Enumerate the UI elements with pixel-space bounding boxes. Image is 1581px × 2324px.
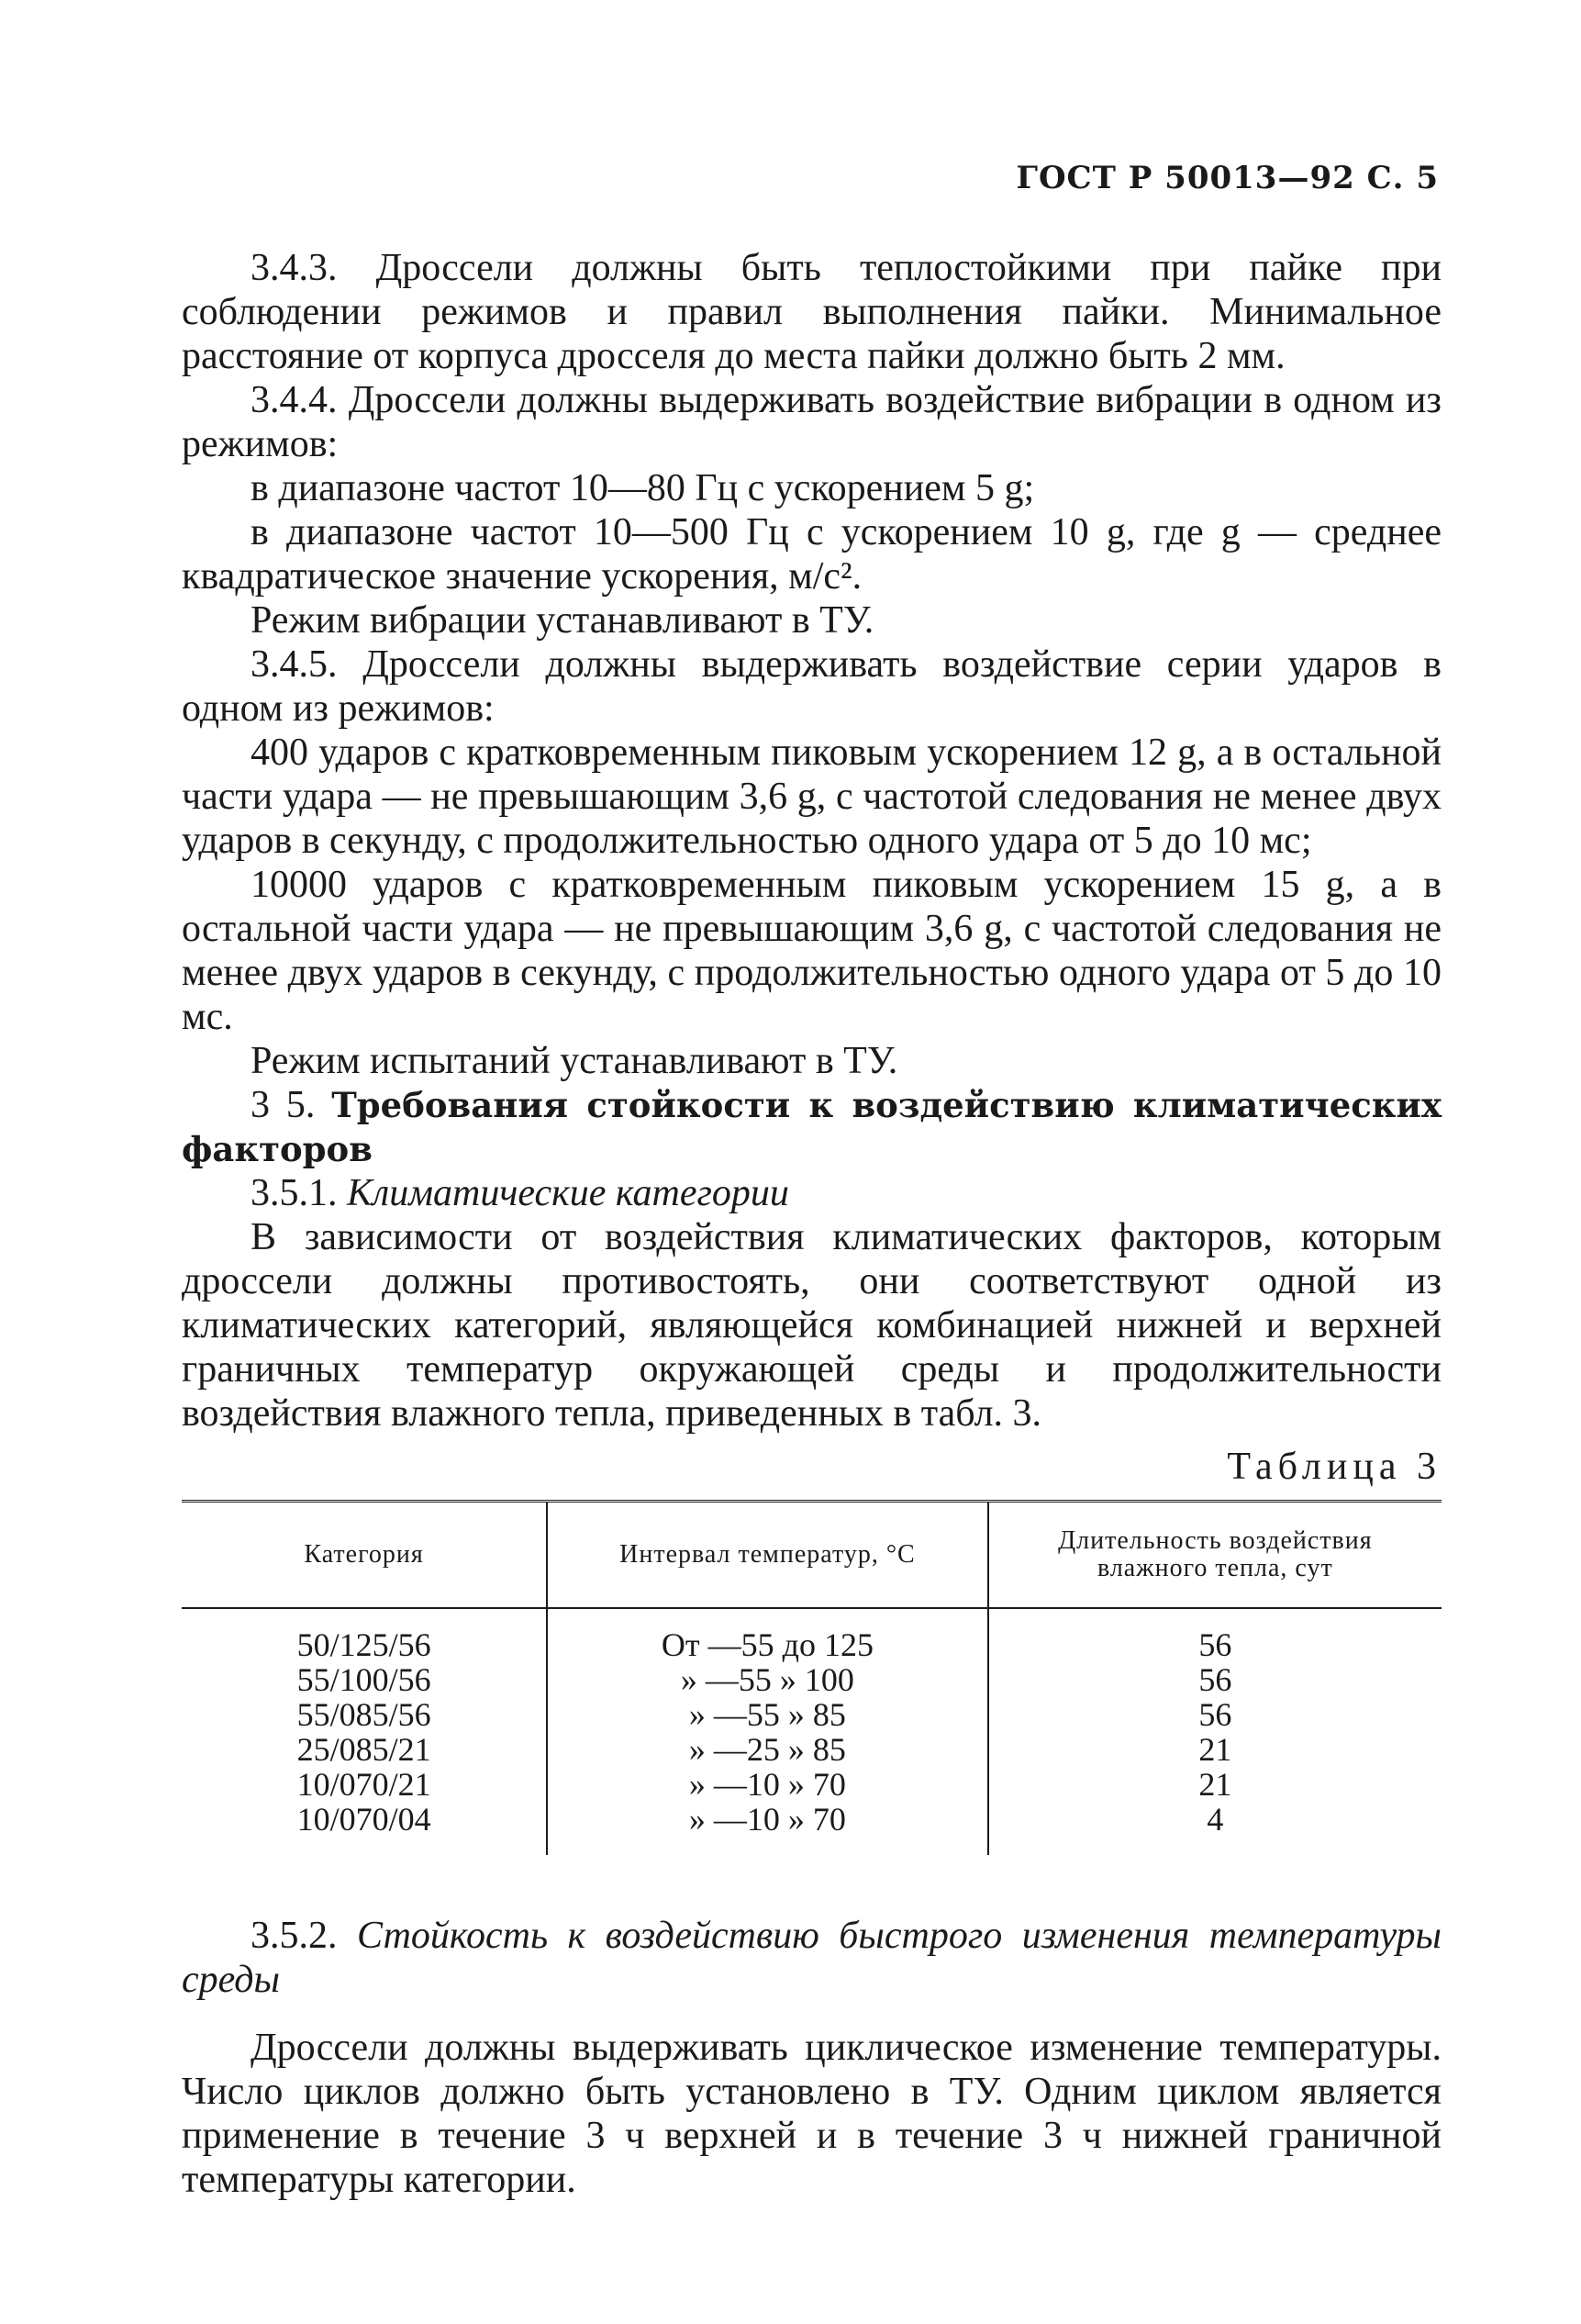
cell-category: 55/100/56 bbox=[296, 1661, 431, 1698]
paragraph-3-4-5: 3.4.5. Дроссели должны выдерживать воздействие серии ударов в одном из режимов: bbox=[182, 643, 1442, 730]
cell-category: 50/125/56 bbox=[296, 1626, 431, 1663]
climatic-categories-table bbox=[182, 1500, 1442, 1855]
cell-duration: 56 bbox=[1198, 1626, 1232, 1663]
table-row bbox=[182, 1767, 1442, 1802]
shock-mode-1: 400 ударов с кратковременным пиковым ускорением 12 g, а в остальной части удара — не превышающим 3,6 g, с частотой следования не менее двух ударов в секунду, с продолжительностью одного удара от 5 до 10 мс; bbox=[182, 732, 1442, 862]
cell-temp-range: » —55 » 100 bbox=[547, 1662, 988, 1697]
paragraph-climatic: В зависимости от воздействия климатических факторов, которым дроссели должны противостоять, они соответствуют одной из климатических категорий, являющейся комбинацией нижней и верхней граничных температур окружающей среды и продолжительности воздействия влажного тепла, приведенных в табл. 3. bbox=[182, 1216, 1442, 1435]
paragraph-3-4-3: 3.4.3. Дроссели должны быть теплостойкими при пайке при соблюдении режимов и правил выполнения пайки. Минимальное расстояние от корпуса дросселя до места пайки должно быть 2 мм. bbox=[182, 247, 1442, 377]
vibration-mode-1: в диапазоне частот 10—80 Гц с ускорением 5 g; bbox=[251, 467, 1035, 509]
cell-duration: 4 bbox=[1207, 1801, 1224, 1838]
test-mode-note: Режим испытаний устанавливают в ТУ. bbox=[251, 1040, 898, 1082]
page-header: ГОСТ Р 50013—92 С. 5 bbox=[1016, 160, 1439, 196]
cell-temp-range: » —10 » 70 bbox=[547, 1767, 988, 1802]
cell-category: 25/085/21 bbox=[296, 1731, 431, 1768]
section-3-5-1-title: Климатические категории bbox=[347, 1172, 789, 1214]
section-3-5-1-number: 3.5.1. bbox=[251, 1172, 347, 1214]
section-3-5-title: Требования стойкости к воздействию климатических факторов bbox=[182, 1085, 1442, 1169]
table-row bbox=[182, 1802, 1442, 1837]
paragraph-thermal-cycling: Дроссели должны выдерживать циклическое изменение температуры. Число циклов должно быть установлено в ТУ. Одним циклом является применение в течение 3 ч верхней и в течение 3 ч нижней граничной температуры категории. bbox=[182, 2027, 1442, 2201]
vibration-mode-2: в диапазоне частот 10—500 Гц с ускорением 10 g, где g — среднее квадратическое значение ускорения, м/с². bbox=[182, 511, 1442, 598]
cell-category: 10/070/21 bbox=[296, 1766, 431, 1803]
table-header-row bbox=[182, 1502, 1442, 1609]
cell-temp-range: От —55 до 125 bbox=[547, 1627, 988, 1662]
table-row bbox=[182, 1662, 1442, 1697]
table-row bbox=[182, 1732, 1442, 1767]
cell-temp-range: » —25 » 85 bbox=[547, 1732, 988, 1767]
vibration-note: Режим вибрации устанавливают в ТУ. bbox=[251, 599, 874, 642]
cell-category: 55/085/56 bbox=[296, 1696, 431, 1733]
paragraph-3-4-4: 3.4.4. Дроссели должны выдерживать воздействие вибрации в одном из режимов: bbox=[182, 379, 1442, 465]
section-3-5-number: 3 5. bbox=[251, 1084, 332, 1126]
table-row bbox=[182, 1627, 1442, 1662]
cell-duration: 56 bbox=[1198, 1696, 1232, 1733]
cell-category: 10/070/04 bbox=[296, 1801, 431, 1838]
cell-duration: 21 bbox=[1198, 1731, 1232, 1768]
cell-temp-range: » —10 » 70 bbox=[547, 1802, 988, 1837]
section-3-5-heading bbox=[182, 1083, 1442, 1171]
section-3-5-2-title: Стойкость к воздействию быстрого изменения температуры среды bbox=[182, 1915, 1442, 2001]
table-caption: Таблица 3 bbox=[1227, 1446, 1442, 1488]
document-body bbox=[182, 246, 1442, 2202]
col-header-temp-range: Интервал температур, °С bbox=[547, 1502, 988, 1609]
section-3-5-2-number: 3.5.2. bbox=[251, 1915, 357, 1957]
section-3-5-2-heading bbox=[182, 1914, 1442, 2002]
cell-duration: 56 bbox=[1198, 1661, 1232, 1698]
section-3-5-1-heading bbox=[182, 1171, 1442, 1215]
table-row bbox=[182, 1697, 1442, 1732]
col-header-duration: Длительность воздействия влажного тепла, сут bbox=[1058, 1526, 1373, 1582]
cell-temp-range: » —55 » 85 bbox=[547, 1697, 988, 1732]
col-header-category: Категория bbox=[304, 1540, 424, 1569]
cell-duration: 21 bbox=[1198, 1766, 1232, 1803]
shock-mode-2: 10000 ударов с кратковременным пиковым ускорением 15 g, а в остальной части удара — не превышающим 3,6 g, с частотой следования не менее двух ударов в секунду, с продолжительностью одного удара от 5 до 10 мс. bbox=[182, 864, 1442, 1038]
